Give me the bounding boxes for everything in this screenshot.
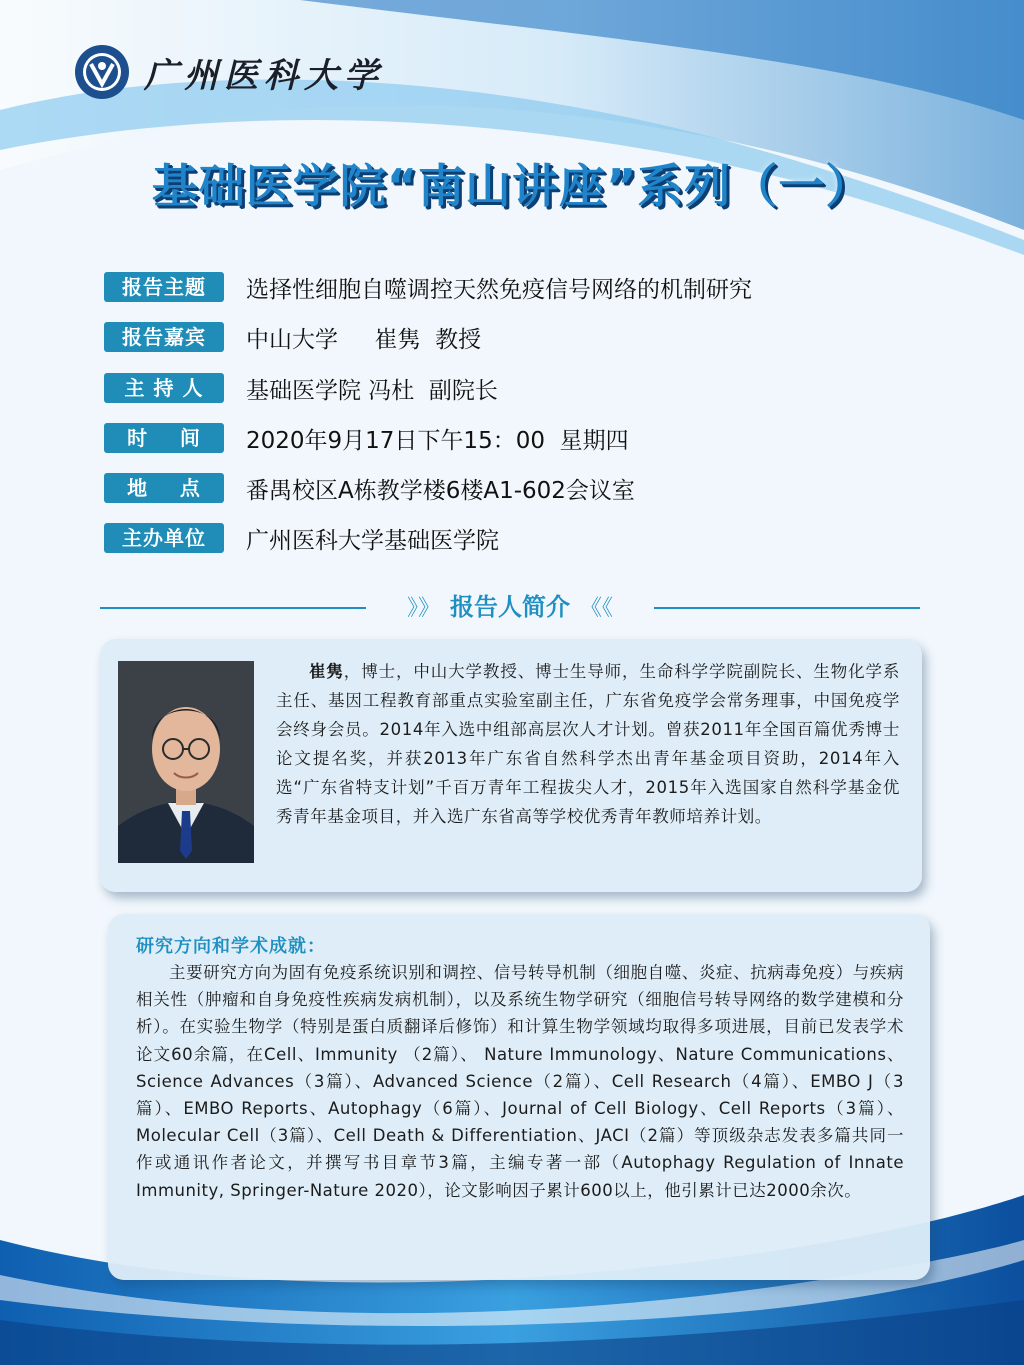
info-row-location xyxy=(104,473,635,503)
research-text: 主要研究方向为固有免疫系统识别和调控、信号转导机制（细胞自噬、炎症、抗病毒免疫）与疾病相关性（肿瘤和自身免疫性疾病发病机制），以及系统生物学研究（细胞信号转导网络的数学建模和分析）。在实验生物学（特别是蛋白质翻译后修饰）和计算生物学领域均取得多项进展，目前已发表学术论文60余篇，在Cell、Immunity （2篇）、 Nature Immunology、Nature Communications、Science Advances（3篇）、Advanced Science（2篇）、Cell Research（4篇）、EMBO J（3篇）、EMBO Reports、Autophagy（6篇）、Journal of Cell Biology、Cell Reports（3篇）、Molecular Cell（3篇）、Cell Death & Differentiation、JACI（2篇）等顶级杂志发表多篇共同一作或通讯作者论文，并撰写书目章节3篇，主编专著一部（Autophagy Regulation of Innate Immunity, Springer-Nature 2020），论文影响因子累计600以上，他引累计已达2000余次。 xyxy=(136,963,904,1200)
chevron-left-icon: 《《 xyxy=(580,596,614,621)
info-row-guest xyxy=(104,322,481,352)
info-label: 时 间 xyxy=(104,423,224,453)
info-row-time xyxy=(104,423,629,453)
university-logo xyxy=(74,44,384,100)
speaker-bio-text xyxy=(276,657,900,831)
info-value: 2020年9月17日下午15：00 星期四 xyxy=(246,427,629,454)
research-title: 研究方向和学术成就： xyxy=(136,936,326,957)
info-label: 报告主题 xyxy=(104,272,224,302)
speaker-bio-card xyxy=(100,639,922,892)
info-value: 选择性细胞自噬调控天然免疫信号网络的机制研究 xyxy=(246,276,752,303)
university-name: 广州医科大学 xyxy=(144,55,384,96)
speaker-bio-body: ，博士，中山大学教授、博士生导师，生命科学学院副院长、生物化学系主任、基因工程教育部重点实验室副主任，广东省免疫学会常务理事，中国免疫学会终身会员。2014年入选中组部高层次人才计划。曾获2011年全国百篇优秀博士论文提名奖，并获2013年广东省自然科学杰出青年基金项目资助，2014年入选“广东省特支计划”千百万青年工程拔尖人才，2015年入选国家自然科学基金优秀青年基金项目，并入选广东省高等学校优秀青年教师培养计划。 xyxy=(276,662,901,826)
info-row-host xyxy=(104,373,498,403)
info-value: 基础医学院 冯杜 副院长 xyxy=(246,377,498,404)
research-card xyxy=(108,914,930,1280)
info-value: 番禺校区A栋教学楼6楼A1-602会议室 xyxy=(246,477,635,504)
info-label: 主办单位 xyxy=(104,523,224,553)
speaker-photo xyxy=(118,661,254,863)
section-title-text: 报告人简介 xyxy=(450,593,570,621)
chevron-right-icon: 》》 xyxy=(406,596,440,621)
info-value: 广州医科大学基础医学院 xyxy=(246,527,499,554)
section-title xyxy=(100,592,920,624)
section-header xyxy=(100,592,920,622)
info-value: 中山大学 崔隽 教授 xyxy=(246,326,482,353)
speaker-name: 崔隽 xyxy=(309,662,344,681)
university-seal-icon xyxy=(74,44,130,100)
info-label: 主 持 人 xyxy=(104,373,224,403)
page-title: 基础医学院“南山讲座”系列（一） xyxy=(151,159,873,213)
info-label: 地 点 xyxy=(104,473,224,503)
info-label: 报告嘉宾 xyxy=(104,322,224,352)
info-row-topic xyxy=(104,272,752,302)
info-row-organizer xyxy=(104,523,499,553)
